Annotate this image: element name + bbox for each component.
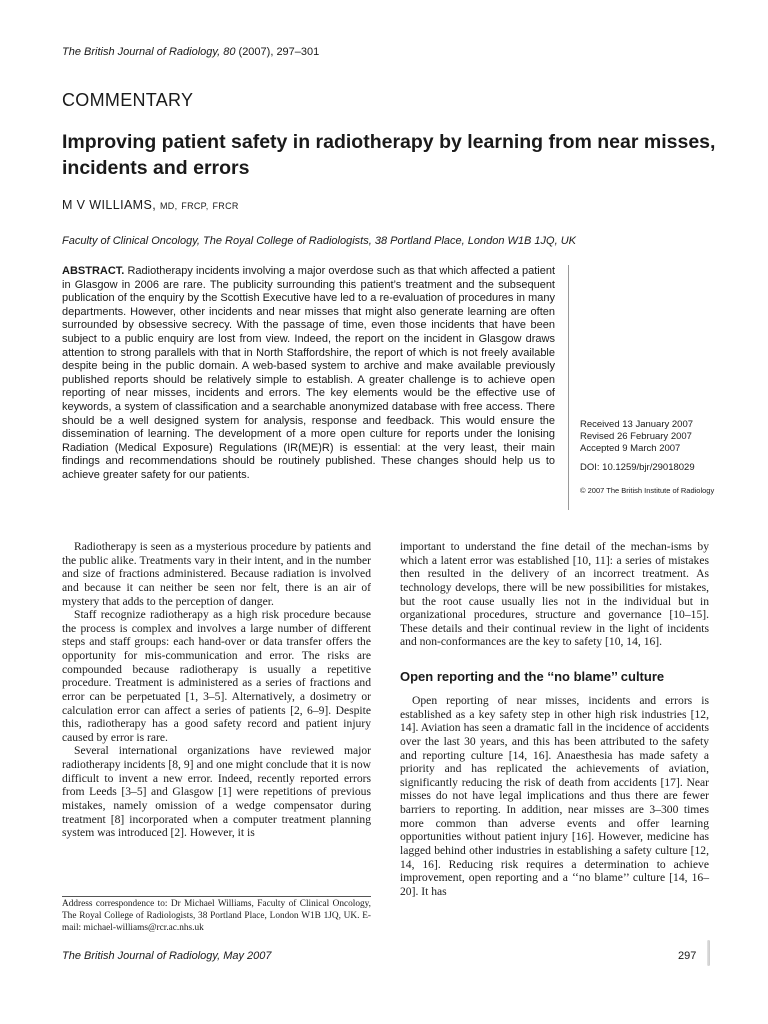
- section-label: COMMENTARY: [62, 90, 194, 110]
- author-credential-md: MD,: [159, 201, 178, 211]
- body-paragraph: Open reporting of near misses, incidents and errors is established as a key safety step in other high risk industries [12, 14]. Aviation has seen a dramatic fall in the incidence of accidents over the last 30 years, and this has been attributed to the safety and reporting culture [14, 16]. Anaesthesia has made safety a priority and has replicated the achievements of aviation, significantly reducing the risk of death from accidents [17]. Near misses do not have legal implications and thus there are fewer barriers to reporting. In addition, near misses are 3–300 times more common than adverse events and offer learning opportunities without patient injury [16]. However, medicine has lagged behind other industries in establishing a safety culture [12, 14, 16]. Reducing risk requires a determination to achieve improvement, open reporting and a ‘‘no blame’’ culture [14, 16–20]. It has: [400, 694, 709, 898]
- body-column-right: [400, 540, 709, 898]
- journal-volume: 80: [223, 46, 236, 58]
- author-line: [62, 198, 239, 212]
- doi: DOI: 10.1259/bjr/29018029: [580, 462, 695, 473]
- body-paragraph: Several international organizations have reviewed major radiotherapy incidents [8, 9] and one might conclude that it is now difficult to invent a new error. Indeed, recently reported errors from Leeds [3–5] and Glasgow [1] were repetitions of previous mistakes, namely omission of a wedge compensator during treatment [8] incorporated when a computer treatment planning system was introduced [2]. However, it is: [62, 744, 371, 840]
- article-title: Improving patient safety in radiotherapy by learning from near misses, incidents and errors: [62, 131, 716, 179]
- copyright-notice: © 2007 The British Institute of Radiology: [580, 486, 715, 495]
- abstract-text: Radiotherapy incidents involving a major overdose such as that which affected a patient in Glasgow in 2006 are rare. The publicity surrounding this patient’s treatment and the subsequent publication of the enquiry by the Scottish Executive have led to a re-evaluation of procedures in many departments. However, other incidents and near misses that might also generate learning are often surrounded by obsessive secrecy. With the passage of time, even those incidents that have been subject to a public enquiry are lost from view. Indeed, the report on the incident in Glasgow draws attention to strong parallels with that in North Staffordshire, the report of which is not freely available despite being in the public domain. A web-based system to archive and make available previously published reports should be relatively simple to establish. A greater challenge is to achieve open reporting of near misses, incidents and errors. The key elements would be the effective use of keywords, a system of classification and a searchable anonymized database with free access. There should be a well designed system for analysis, response and feedback. This would ensure the dissemination of learning. The development of a more open culture for reports under the Ionising Radiation (Medical Exposure) Regulations (IR(ME)R) is essential: at the very least, their main findings and recommendations should be routinely published. These changes should help us to achieve greater safety for our patients.: [62, 265, 555, 481]
- author-name: M V WILLIAMS,: [62, 198, 157, 212]
- abstract: [62, 265, 555, 483]
- journal-year-pages: (2007), 297–301: [238, 46, 320, 58]
- journal-citation: [62, 46, 319, 58]
- accepted-date: Accepted 9 March 2007: [580, 443, 681, 454]
- footer-journal: The British Journal of Radiology, May 2007: [62, 950, 272, 962]
- abstract-label: ABSTRACT.: [62, 265, 125, 277]
- author-credential-frcr: FRCR: [212, 201, 239, 211]
- body-column-left: [62, 540, 371, 894]
- article-history: [580, 419, 693, 455]
- received-date: Received 13 January 2007: [580, 419, 694, 430]
- body-paragraph: Radiotherapy is seen as a mysterious procedure by patients and the public alike. Treatments vary in their intent, and in the number and size of fractions administered. Because radiation is involved and because it can neither be seen nor felt, there is an air of mystery that adds to the perception of danger.: [62, 540, 371, 608]
- section-heading: Open reporting and the ‘‘no blame’’ culture: [400, 669, 665, 684]
- author-credential-frcp: FRCP,: [181, 201, 209, 211]
- page-edge-shadow: [707, 940, 710, 966]
- body-paragraph: important to understand the fine detail of the mechan-isms by which a latent error was established [10, 11]: a series of mistakes then resulted in the delivery of an incorrect treatment. As technology develops, there will be new possibilities for mistakes, but the root cause usually lies not in the individual but in organizational procedures, structure and governance [10–15]. These details and their continual review in the light of incidents and non-conformances are the key to safety [10, 14, 16].: [400, 540, 709, 649]
- footnote-divider: [62, 896, 371, 897]
- correspondence-footnote: Address correspondence to: Dr Michael Williams, Faculty of Clinical Oncology, The Royal College of Radiologists, 38 Portland Place, London W1B 1JQ, UK. E-mail: michael-williams@rcr.ac.nhs.uk: [62, 899, 371, 933]
- abstract-divider: [568, 265, 569, 510]
- revised-date: Revised 26 February 2007: [580, 431, 692, 442]
- affiliation: Faculty of Clinical Oncology, The Royal College of Radiologists, 38 Portland Place, London W1B 1JQ, UK: [62, 235, 576, 247]
- page-number: 297: [678, 950, 697, 962]
- body-paragraph: Staff recognize radiotherapy as a high risk procedure because the process is complex and involves a large number of different steps and staff groups: each hand-over or data transfer offers the opportunity for mis-communication and error. The risks are compounded because radiotherapy is usually a repetitive procedure. Treatment is administered as a series of fractions and error can be perpetuated [1, 3–5]. Alternatively, a dosimetry or calculation error can affect a series of patients [2, 6–9]. Despite this, radiotherapy has a good safety record and patient injury caused by error is rare.: [62, 608, 371, 744]
- journal-name: The British Journal of Radiology,: [62, 46, 221, 58]
